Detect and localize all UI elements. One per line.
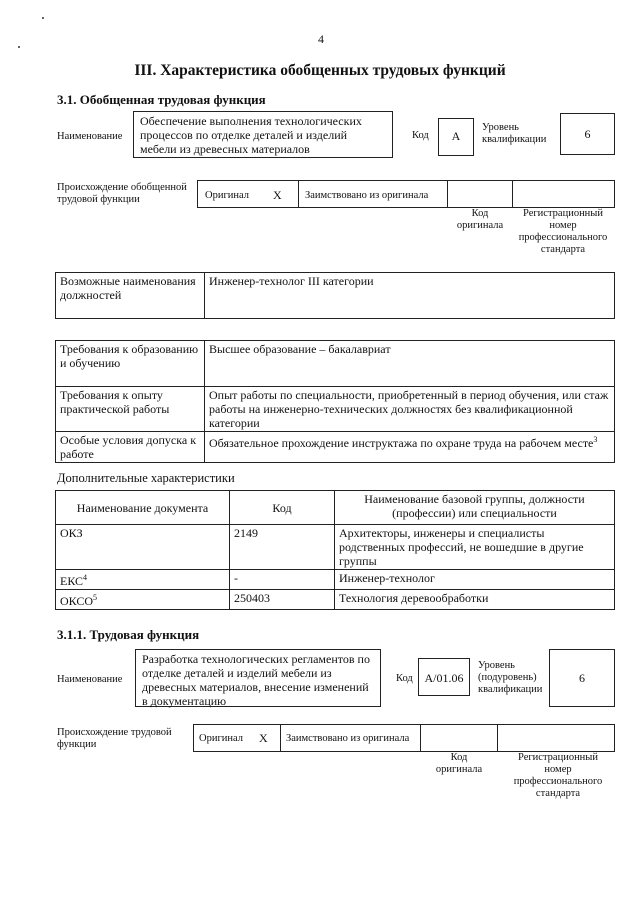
tf-level-label: Уровень (подуровень) квалификации — [478, 660, 543, 695]
tf-code-box — [418, 658, 470, 696]
req-admission-value: Обязательное прохождение инструктажа по охране труда на рабочем месте — [209, 436, 594, 450]
doc-cell: ОКСО$^5$ — [56, 590, 230, 610]
tf-reg-number-label: Регистрационный номер профессионального стандарта — [513, 752, 603, 799]
scan-speck — [42, 17, 44, 19]
gtf-code-label: Код — [412, 130, 429, 141]
tf-heading: 3.1.1. Трудовая функция — [57, 627, 200, 642]
tf-name-value: Разработка технологических регламентов по отделке деталей и изделий мебели из древесных материалов, внесение изменений в документацию — [142, 652, 370, 708]
gtf-code-box — [438, 118, 474, 156]
group-cell: Технология деревообработки — [335, 590, 615, 610]
footnote-ref: 3 — [593, 435, 598, 444]
req-experience-label: Требования к опыту практической работы — [56, 387, 205, 432]
req-education-label: Требования к образованию и обучению — [56, 341, 205, 387]
code-cell: 250403 — [230, 590, 335, 610]
tf-code-label: Код — [396, 673, 413, 684]
positions-value: Инженер-технолог III категории — [205, 273, 615, 319]
additional-title: Дополнительные характеристики — [57, 471, 235, 485]
doc-cell: ЕКС$^4$ — [56, 570, 230, 590]
code-cell: 2149 — [230, 525, 335, 570]
table-row — [56, 590, 615, 610]
tf-code-original-label: Код оригинала — [435, 752, 483, 775]
gtf-level-box — [560, 113, 615, 155]
table-row — [56, 570, 615, 590]
req-admission-label: Особые условия допуска к работе — [56, 432, 205, 463]
footnote-ref: 5 — [93, 593, 98, 602]
tf-level-value: 6 — [579, 671, 585, 685]
page-number: 4 — [318, 32, 324, 46]
additional-table — [55, 490, 615, 610]
gtf-name-box — [133, 111, 393, 158]
gtf-level-value: 6 — [584, 127, 591, 141]
group-cell: Инженер-технолог — [335, 570, 615, 590]
tf-name-label: Наименование — [57, 674, 123, 685]
gtf-original-mark: X — [273, 188, 282, 202]
gtf-name-label: Наименование — [57, 131, 123, 142]
tf-borrowed-label: Заимствовано из оригинала — [286, 733, 410, 744]
gtf-code-original-label: Код оригинала — [456, 208, 504, 231]
footnote-ref: 4 — [83, 573, 88, 582]
header-document: Наименование документа — [56, 491, 230, 525]
scan-speck — [18, 46, 20, 48]
gtf-original-label: Оригинал — [205, 190, 249, 201]
tf-original-mark: X — [259, 731, 268, 745]
positions-table — [55, 272, 615, 319]
gtf-name-value: Обеспечение выполнения технологических процессов по отделке деталей и изделий мебели из древесных материалов — [140, 114, 362, 156]
req-experience-value: Опыт работы по специальности, приобретенный в период обучения, или стаж работы на инженерно-технических должностях без квалификационной категории — [205, 387, 615, 432]
doc-cell: ОКЗ — [56, 525, 230, 570]
tf-level-box — [549, 649, 615, 707]
code-cell: - — [230, 570, 335, 590]
section-title: III. Характеристика обобщенных трудовых функций — [134, 62, 506, 79]
gtf-reg-number-label: Регистрационный номер профессионального стандарта — [518, 208, 608, 255]
header-code: Код — [230, 491, 335, 525]
tf-original-label: Оригинал — [199, 733, 243, 744]
header-base-group: Наименование базовой группы, должности (профессии) или специальности — [335, 491, 615, 525]
table-row — [56, 525, 615, 570]
gtf-borrowed-label: Заимствовано из оригинала — [305, 190, 429, 201]
gtf-level-label: Уровень квалификации — [482, 122, 547, 145]
positions-label: Возможные наименования должностей — [56, 273, 205, 319]
req-admission-cell — [205, 432, 615, 463]
gtf-heading: 3.1. Обобщенная трудовая функция — [57, 92, 266, 107]
tf-code-value: A/01.06 — [424, 671, 464, 685]
requirements-table — [55, 340, 615, 463]
tf-name-box — [135, 649, 381, 707]
tf-origin-label: Происхождение трудовой функции — [57, 727, 172, 750]
group-cell: Архитекторы, инженеры и специалисты родственных профессий, не вошедшие в другие группы — [335, 525, 615, 570]
gtf-origin-label: Происхождение обобщенной трудовой функции — [57, 182, 187, 205]
req-education-value: Высшее образование – бакалавриат — [205, 341, 615, 387]
gtf-code-value: A — [451, 129, 461, 143]
